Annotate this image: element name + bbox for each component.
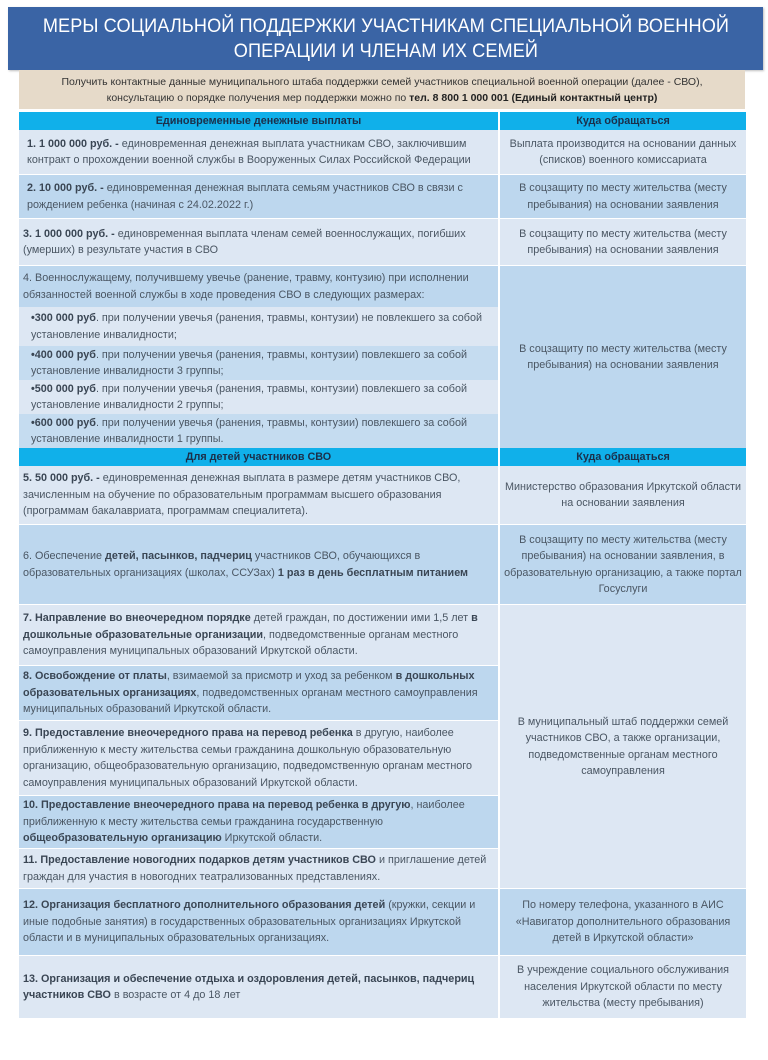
contact-info-line1: Получить контактные данные муниципального штаба поддержки семей участников специальной военной операции (далее - СВО), xyxy=(61,75,703,88)
where-to-apply: В учреждение социального обслуживания населения Иркутской области по месту жительства (месту пребывания) xyxy=(500,956,746,1018)
table-row-4 xyxy=(19,266,746,448)
table-row-7: 7. Направление во внеочередном порядке детей граждан, по достижении ими 1,5 лет в дошкольные образовательные организации, подведомственные органам местного самоуправления муниципальных образований Иркутской области. xyxy=(19,605,498,665)
measure-text: 4. Военнослужащему, получившему увечье (ранение, травму, контузию) при исполнении обязанностей военной службы в ходе проведения СВО в следующих размерах: xyxy=(19,266,498,307)
where-to-apply-merged: В муниципальный штаб поддержки семей участников СВО, а также организации, подведомственные органам местного самоуправления xyxy=(500,605,746,888)
where-to-apply: В соцзащиту по месту жительства (месту пребывания) на основании заявления, в образовательную организацию, а также портал Госуслуги xyxy=(500,525,746,604)
injury-sub-item-1: •300 000 руб. при получении увечья (ранения, травмы, контузии) не повлекшего за собой установление инвалидности; xyxy=(19,307,498,346)
section1-header-left: Единовременные денежные выплаты xyxy=(19,112,498,130)
measure-text: 3. 1 000 000 руб. - единовременная выплата членам семей военнослужащих, погибших (умерших) в результате участия в СВО xyxy=(19,219,498,265)
table-row-11: 11. Предоставление новогодних подарков детям участников СВО и приглашение детей граждан для участия в новогодних театрализованных представлениях. xyxy=(19,849,498,888)
table-row-9: 9. Предоставление внеочередного права на перевод ребенка в другую, наиболее приближенную к месту жительства семьи гражданина дошкольную образовательную организацию, общеобразовательную организацию, подведомственную органам местного самоуправления муниципальных образований Иркутской области. xyxy=(19,721,498,795)
table-row-10: 10. Предоставление внеочередного права на перевод ребенка в другую, наиболее приближенную к месту жительства семьи гражданина государственную общеобразовательную организацию Иркутской области. xyxy=(19,796,498,848)
where-to-apply: Министерство образования Иркутской области на основании заявления xyxy=(500,466,746,524)
where-to-apply: Выплата производится на основании данных (списков) военного комиссариата xyxy=(500,130,746,174)
table-row-3 xyxy=(19,219,746,265)
table-row-6 xyxy=(19,525,746,604)
measure-text: 5. 50 000 руб. - единовременная денежная выплата в размере детям участников СВО, зачисленным на обучение по образовательным программам высшего образования (программам бакалавриата, программам специалитета). xyxy=(19,466,498,524)
measure-text: 12. Организация бесплатного дополнительного образования детей (кружки, секции и иные подобные занятия) в государственных образовательных организациях Иркутской области и в муниципальных образовательных организациях. xyxy=(19,889,498,955)
measure-text: 13. Организация и обеспечение отдыха и оздоровления детей, пасынков, падчериц участников СВО в возрасте от 4 до 18 лет xyxy=(19,956,498,1018)
section1-header xyxy=(19,112,746,130)
hotline-phone: тел. 8 800 1 000 001 (Единый контактный центр) xyxy=(409,91,658,104)
where-to-apply: В соцзащиту по месту жительства (месту пребывания) на основании заявления xyxy=(500,175,746,218)
section2-header-right: Куда обращаться xyxy=(500,448,746,466)
page-title-banner xyxy=(8,7,763,70)
page-title-line1: МЕРЫ СОЦИАЛЬНОЙ ПОДДЕРЖКИ УЧАСТНИКАМ СПЕЦИАЛЬНОЙ ВОЕННОЙ xyxy=(42,14,729,37)
injury-sub-item-2: •400 000 руб. при получении увечья (ранения, травмы, контузии) повлекшего за собой установление инвалидности 3 группы; xyxy=(19,346,498,380)
table-row-13 xyxy=(19,956,746,1018)
contact-info-line2: консультацию о порядке получения мер поддержки можно по тел. 8 800 1 000 001 (Единый контактный центр) xyxy=(106,91,658,104)
table-row-1 xyxy=(19,130,746,174)
page-title-line2: ОПЕРАЦИИ И ЧЛЕНАМ ИХ СЕМЕЙ xyxy=(233,39,538,62)
contact-info-box xyxy=(19,70,745,109)
where-to-apply: В соцзащиту по месту жительства (месту пребывания) на основании заявления xyxy=(500,219,746,265)
measure-text: 2. 10 000 руб. - единовременная денежная выплата семьям участников СВО в связи с рождением ребенка (начиная с 24.02.2022 г.) xyxy=(19,175,498,218)
injury-sub-item-3: •500 000 руб. при получении увечья (ранения, травмы, контузии) повлекшего за собой установление инвалидности 2 группы; xyxy=(19,380,498,414)
measure-text: 6. Обеспечение детей, пасынков, падчериц участников СВО, обучающихся в образовательных организациях (школах, ССУЗах) 1 раз в день бесплатным питанием xyxy=(19,525,498,604)
section1-header-right: Куда обращаться xyxy=(500,112,746,130)
column-divider xyxy=(498,112,500,1018)
where-to-apply: В соцзащиту по месту жительства (месту пребывания) на основании заявления xyxy=(500,266,746,448)
table-row-8: 8. Освобождение от платы, взимаемой за присмотр и уход за ребенком в дошкольных образовательных организациях, подведомственных органам местного самоуправления муниципальных образований Иркутской области. xyxy=(19,666,498,720)
table-row-12 xyxy=(19,889,746,955)
table-row-5 xyxy=(19,466,746,524)
section2-header xyxy=(19,448,746,466)
table-rows-7-11 xyxy=(19,605,746,888)
table-row-2 xyxy=(19,175,746,218)
injury-sub-item-4: •600 000 руб. при получении увечья (ранения, травмы, контузии) повлекшего за собой установление инвалидности 1 группы. xyxy=(19,414,498,448)
measure-text: 1. 1 000 000 руб. - единовременная денежная выплата участникам СВО, заключившим контракт о прохождении военной службы в Вооруженных Силах Российской Федерации xyxy=(19,130,498,174)
section2-header-left: Для детей участников СВО xyxy=(19,448,498,466)
where-to-apply: По номеру телефона, указанного в АИС «Навигатор дополнительного образования детей в Иркутской области» xyxy=(500,889,746,955)
